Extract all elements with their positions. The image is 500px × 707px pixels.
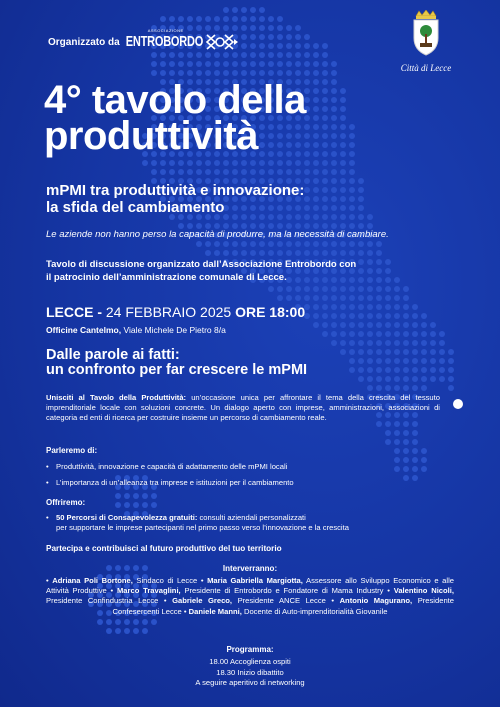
- offer-lead: 50 Percorsi di Consapevolezza gratuiti:: [56, 513, 198, 522]
- speaker-role: Sindaco di Lecce: [132, 576, 198, 585]
- event-date: 24 FEBBRAIO 2025: [102, 304, 236, 320]
- topic-item: [46, 478, 456, 488]
- description-paragraph: [46, 393, 440, 424]
- speaker-role: Presidente ANCE Lecce: [232, 596, 326, 606]
- subtitle-line-2: la sfida del cambiamento: [46, 199, 225, 216]
- section-title: [46, 348, 446, 378]
- section-title-line-2: un confronto per far crescere le mPMI: [46, 362, 308, 378]
- speakers-title: Interverranno:: [222, 564, 278, 573]
- program-item: 18.30 Inizio dibattito: [216, 667, 284, 677]
- description-text: un’occasione unica per affrontare il tema della crescita del tessuto imprenditoriale locale con soluzioni concrete. Un dialogo aperto con imprese, amministrazioni, associazioni di categoria ed enti di ricerca per costruire insieme un percorso di cambiamento reale.: [46, 393, 440, 423]
- intro-line-1: Tavolo di discussione organizzato dall’Associazione Entrobordo con: [46, 259, 357, 270]
- speaker-name: Antonio Magurano,: [339, 596, 413, 606]
- organized-by-label: Organizzato da: [48, 36, 120, 48]
- logo-mark-icon: [205, 33, 239, 51]
- topic-item: [46, 462, 456, 472]
- bullet-icon: •: [331, 596, 340, 606]
- event-city: LECCE -: [46, 304, 102, 320]
- title-line-2: produttività: [44, 114, 258, 158]
- speaker-name: Adriana Poli Bortone,: [52, 576, 133, 585]
- offer-item-line-2: per supportare le imprese partecipanti nel primo passo verso l’innovazione e la crescita: [56, 523, 349, 532]
- speaker-role: Presidente Confindustria Lecce: [46, 596, 159, 606]
- date-line: [46, 304, 305, 320]
- subtitle-line-1: mPMI tra produttività e innovazione:: [46, 182, 305, 199]
- topics-title: Parleremo di:: [46, 446, 98, 455]
- speaker-name: Gabriele Greco,: [172, 596, 233, 606]
- section-title-line-1: Dalle parole ai fatti:: [46, 347, 180, 363]
- intro-line-2: il patrocinio dell’amministrazione comunale di Lecce.: [46, 272, 287, 283]
- speaker-name: Daniele Manni,: [188, 606, 242, 616]
- subtitle: [46, 182, 466, 216]
- speaker-name: Valentino Nicoli,: [393, 586, 454, 596]
- bullet-icon: •: [46, 513, 49, 522]
- logo-name: ENTROBORDO: [125, 34, 204, 50]
- venue-address: Viale Michele De Pietro 8/a: [121, 325, 226, 335]
- speaker-role: Presidente di Entrobordo e Fondatore di Mama Industry: [180, 586, 384, 596]
- topic-text: Produttività, innovazione e capacità di adattamento delle mPMI locali: [56, 462, 288, 471]
- program-list: [0, 657, 500, 689]
- venue-name: Officine Cantelmo,: [46, 325, 122, 335]
- intro-text: [46, 258, 466, 284]
- bullet-icon: •: [46, 462, 49, 471]
- speaker-name: Marco Travaglini,: [116, 586, 181, 596]
- program-item: A seguire aperitivo di networking: [195, 678, 305, 687]
- city-coat-of-arms-icon: [411, 10, 441, 56]
- event-time: ORE 18:00: [235, 304, 306, 320]
- bullet-icon: •: [200, 576, 208, 585]
- title-line-1: 4° tavolo della: [44, 78, 306, 122]
- entrobordo-logo: [125, 28, 239, 51]
- main-title: [44, 78, 464, 158]
- organizer-block: [48, 28, 239, 51]
- offer-text: consulti aziendali personalizzati: [197, 513, 306, 522]
- bullet-icon: •: [387, 586, 394, 596]
- logo-small-text: ASSOCIAZIONE: [147, 28, 184, 33]
- speaker-role: Docente di Auto-imprenditorialità Giovanile: [241, 606, 388, 616]
- offer-title: Offriremo:: [46, 498, 86, 507]
- bullet-icon: •: [46, 576, 53, 585]
- program-title: Programma:: [226, 645, 274, 654]
- call-to-action: Partecipa e contribuisci al futuro produttivo del tuo territorio: [46, 544, 282, 553]
- speaker-role: Assessore allo Sviluppo Economico e alle Attività Produttive: [46, 576, 454, 596]
- bullet-icon: •: [183, 606, 189, 616]
- venue-line: [46, 325, 226, 335]
- topic-text: L’importanza di un’alleanza tra imprese e istituzioni per il cambiamento: [56, 478, 294, 487]
- offer-item: [46, 513, 456, 523]
- bullet-icon: •: [163, 596, 173, 606]
- city-crest: [398, 10, 454, 73]
- bullet-icon: •: [46, 478, 49, 487]
- speaker-name: Maria Gabriella Margiotta,: [207, 576, 303, 585]
- speakers-list: [46, 576, 454, 617]
- city-caption: Città di Lecce: [400, 63, 452, 73]
- speaker-role: Presidente Confesercenti Lecce: [112, 596, 454, 616]
- program-item: 18.00 Accoglienza ospiti: [209, 657, 291, 666]
- bullet-icon: •: [110, 586, 117, 596]
- description-lead: Unisciti al Tavolo della Produttività:: [46, 393, 187, 402]
- tagline: Le aziende non hanno perso la capacità di produrre, ma la necessità di cambiare.: [46, 229, 389, 240]
